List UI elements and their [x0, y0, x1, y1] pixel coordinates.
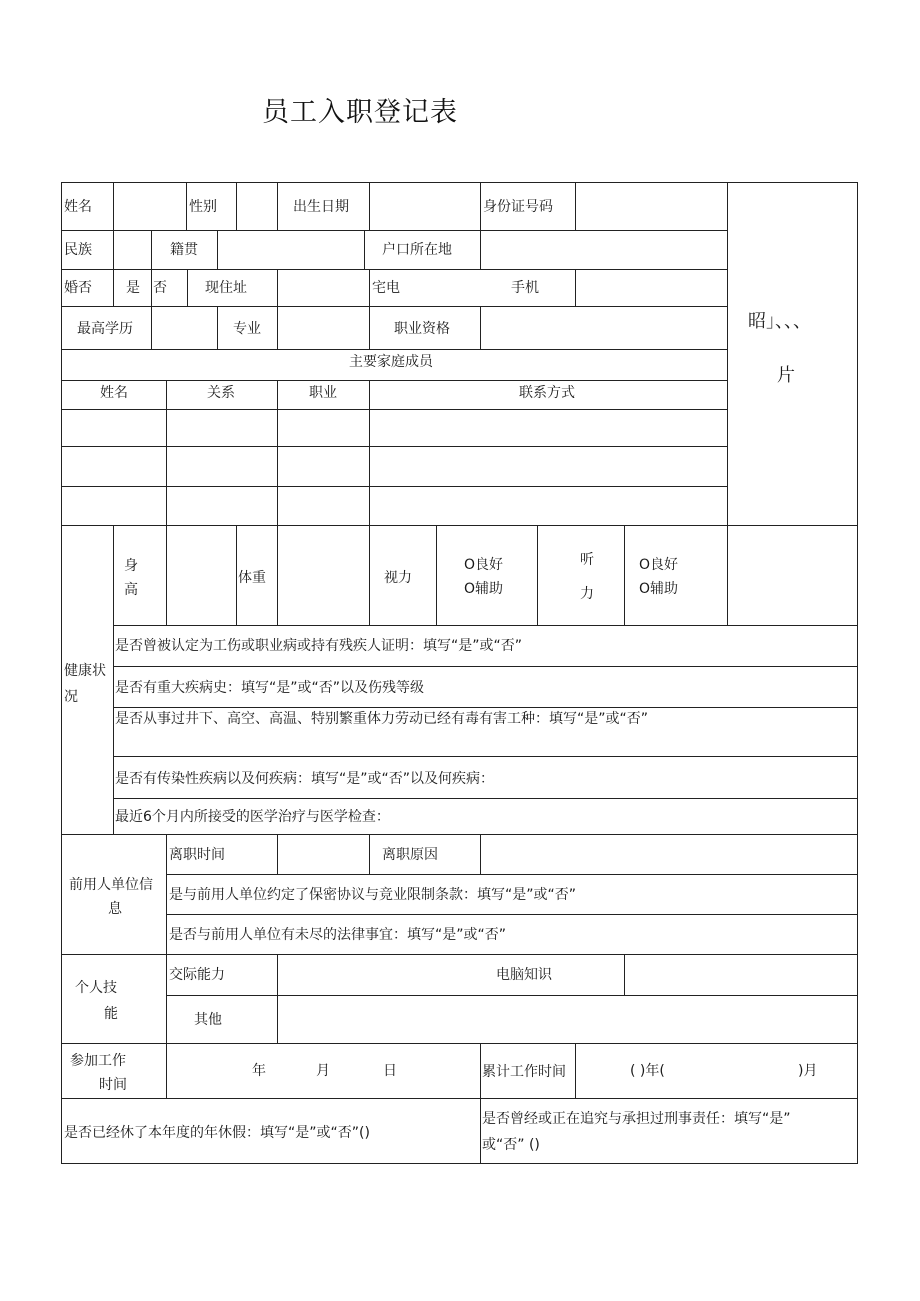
label-total-work-time: 累计工作时间 [482, 1064, 566, 1080]
work-start-year: 年 [252, 1063, 266, 1079]
label-leave-reason: 离职原因 [382, 847, 438, 863]
label-birth-date: 出生日期 [293, 199, 349, 215]
label-leave-time: 离职时间 [169, 847, 225, 863]
grid-line [575, 182, 576, 230]
label-major: 专业 [233, 321, 261, 337]
hearing-option-aid[interactable]: O辅助 [639, 581, 679, 597]
health-question-infectious: 是否有传染性疾病以及何疾病：填写“是”或“否”以及何疾病： [115, 771, 495, 787]
vision-option-aid[interactable]: O辅助 [464, 581, 504, 597]
grid-line [61, 269, 728, 270]
grid-line [277, 954, 278, 1043]
label-home-phone: 宅电 [372, 280, 400, 296]
work-start-day: 日 [383, 1063, 397, 1079]
work-start-label-1: 参加工作 [70, 1053, 126, 1069]
grid-line [364, 230, 365, 269]
grid-line [61, 306, 728, 307]
label-qualification: 职业资格 [394, 321, 450, 337]
grid-line [857, 182, 858, 1164]
grid-line [277, 380, 278, 525]
grid-line [166, 874, 858, 875]
grid-line [113, 525, 114, 834]
grid-line [61, 525, 858, 526]
grid-line [61, 1098, 858, 1099]
grid-line [151, 230, 152, 269]
previous-employer-label-2: 息 [108, 901, 122, 917]
grid-line [277, 525, 278, 625]
grid-line [369, 306, 370, 349]
label-ethnicity: 民族 [64, 242, 92, 258]
total-work-months: )月 [798, 1063, 818, 1079]
question-criminal-1: 是否曾经或正在追究与承担过刑事责任：填写“是” [482, 1111, 791, 1127]
label-id-number: 身份证号码 [483, 199, 553, 215]
question-criminal-2: 或“否” () [482, 1137, 540, 1153]
work-start-month: 月 [316, 1063, 330, 1079]
grid-line [61, 349, 728, 350]
grid-line [113, 230, 114, 269]
grid-line [236, 525, 237, 625]
grid-line [537, 525, 538, 625]
grid-line [369, 182, 370, 230]
grid-line [236, 182, 237, 230]
health-question-disease-history: 是否有重大疾病史：填写“是”或“否”以及伤残等级 [115, 680, 425, 696]
grid-line [369, 380, 370, 525]
grid-line [61, 954, 858, 955]
grid-line [480, 834, 481, 874]
grid-line [113, 182, 114, 230]
grid-line [187, 269, 188, 306]
grid-line [61, 486, 728, 487]
label-vision: 视力 [384, 570, 412, 586]
label-education: 最高学历 [77, 321, 133, 337]
photo-label-bottom: 片 [777, 365, 795, 386]
grid-line [61, 182, 62, 1164]
question-annual-leave: 是否已经休了本年度的年休假：填写“是”或“否”() [64, 1125, 370, 1141]
label-native-place: 籍贯 [170, 242, 198, 258]
family-col-name: 姓名 [100, 385, 128, 401]
grid-line [624, 954, 625, 995]
grid-line [113, 666, 858, 667]
grid-line [151, 269, 152, 306]
grid-line [277, 834, 278, 874]
grid-line [113, 269, 114, 306]
grid-line [480, 1043, 481, 1098]
label-weight: 体重 [238, 570, 266, 586]
grid-line [166, 954, 167, 1043]
family-col-relation: 关系 [207, 385, 235, 401]
grid-line [480, 306, 481, 349]
label-communication: 交际能力 [169, 967, 225, 983]
family-header: 主要家庭成员 [349, 354, 433, 370]
grid-line [277, 269, 278, 306]
grid-line [61, 446, 728, 447]
grid-line [166, 380, 167, 525]
grid-line [480, 1098, 481, 1163]
grid-line [369, 834, 370, 874]
grid-line [61, 230, 728, 231]
grid-line [166, 834, 167, 954]
grid-line [113, 798, 858, 799]
grid-line [113, 756, 858, 757]
grid-line [113, 707, 858, 708]
grid-line [166, 914, 858, 915]
grid-line [480, 230, 481, 269]
grid-line [166, 995, 858, 996]
health-question-recent-treatment: 最近6个月内所接受的医学治疗与医学检查： [115, 809, 390, 825]
grid-line [369, 525, 370, 625]
grid-line [436, 525, 437, 625]
grid-line [277, 182, 278, 230]
label-married-yes: 是 [126, 280, 140, 296]
skills-label-1: 个人技 [75, 980, 117, 996]
previous-employer-question-nda: 是与前用人单位约定了保密协议与竞业限制条款：填写“是”或“否” [169, 887, 577, 903]
grid-line [61, 409, 728, 410]
vision-option-good[interactable]: O良好 [464, 557, 504, 573]
label-household-location: 户口所在地 [382, 242, 452, 258]
label-gender: 性别 [189, 199, 217, 215]
grid-line [61, 182, 858, 183]
label-computer: 电脑知识 [496, 967, 552, 983]
photo-label-top: 昭」、、、 [748, 311, 811, 332]
health-section-label-1: 健康状 [64, 663, 106, 679]
previous-employer-label-1: 前用人单位信 [69, 877, 153, 893]
label-married-no: 否 [153, 280, 167, 296]
label-mobile: 手机 [511, 280, 539, 296]
grid-line [151, 306, 152, 349]
label-name: 姓名 [64, 199, 92, 215]
label-height-2: 高 [124, 582, 138, 598]
label-married: 婚否 [64, 280, 92, 296]
label-current-address: 现住址 [205, 280, 247, 296]
family-col-contact: 联系方式 [519, 385, 575, 401]
grid-line [480, 182, 481, 230]
grid-line [166, 1043, 167, 1098]
grid-line [166, 525, 167, 625]
grid-line [575, 1043, 576, 1098]
grid-line [575, 269, 576, 306]
family-col-occupation: 职业 [309, 385, 337, 401]
label-hearing-2: 力 [580, 586, 594, 602]
grid-line [61, 380, 728, 381]
grid-line [113, 625, 858, 626]
previous-employer-question-legal: 是否与前用人单位有未尽的法律事宜：填写“是”或“否” [169, 927, 507, 943]
grid-line [217, 230, 218, 269]
health-question-hazardous-work: 是否从事过井下、高空、高温、特别繁重体力劳动已经有毒有害工种：填写“是”或“否” [115, 711, 649, 727]
grid-line [727, 525, 728, 625]
total-work-years: ( )年( [630, 1063, 665, 1079]
page-title: 员工入职登记表 [262, 97, 458, 128]
label-hearing-1: 听 [580, 552, 594, 568]
label-other-skills: 其他 [194, 1012, 222, 1028]
grid-line [369, 269, 370, 306]
grid-line [217, 306, 218, 349]
grid-line [186, 182, 187, 230]
grid-line [61, 834, 858, 835]
label-height-1: 身 [124, 558, 138, 574]
grid-line [61, 1043, 858, 1044]
grid-line [624, 525, 625, 625]
grid-line [61, 1163, 858, 1164]
skills-label-2: 能 [104, 1006, 118, 1022]
health-question-injury: 是否曾被认定为工伤或职业病或持有残疾人证明：填写“是”或“否” [115, 638, 523, 654]
hearing-option-good[interactable]: O良好 [639, 557, 679, 573]
grid-line [277, 306, 278, 349]
health-section-label-2: 况 [64, 689, 78, 705]
work-start-label-2: 时间 [99, 1077, 127, 1093]
